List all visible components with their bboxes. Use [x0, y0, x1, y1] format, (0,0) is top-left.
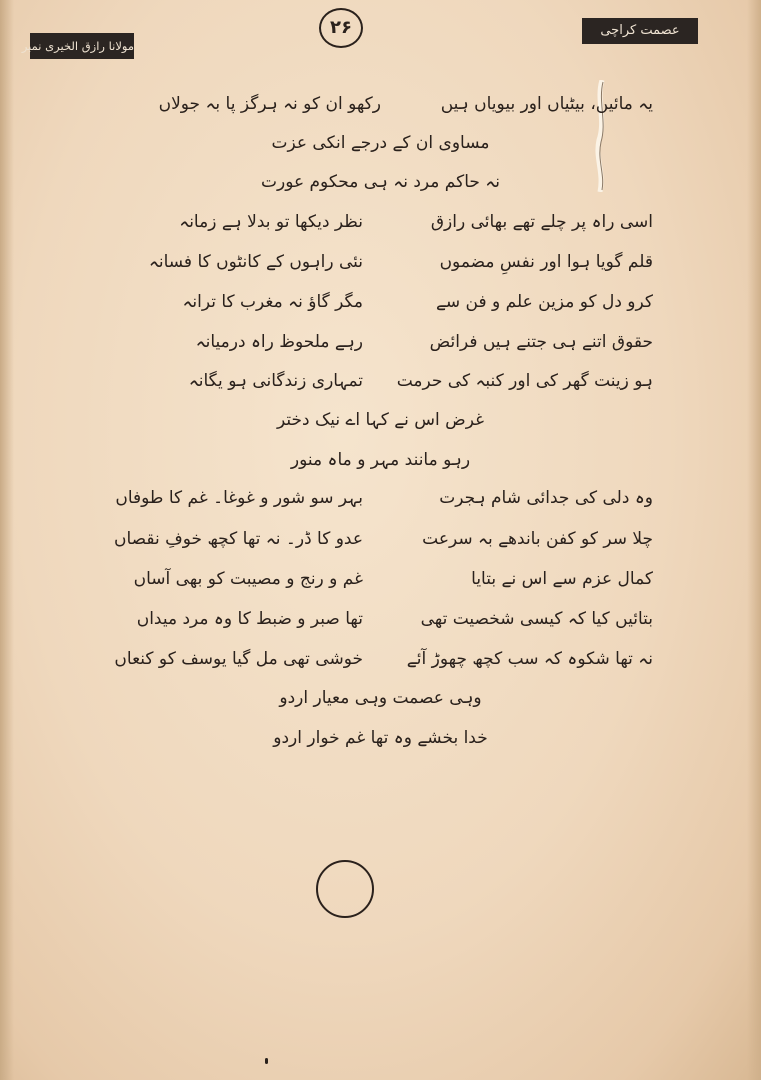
end-mark-circle — [316, 860, 374, 918]
stanza-1-left-line: نظر دیکھا تو بدلا ہے زمانہ — [179, 212, 363, 232]
page-number: ۲۶ — [319, 8, 363, 48]
stanza-2-right-line: وہ دلی کی جدائی شام ہجرت — [439, 488, 653, 508]
refrain-1-line-1: مساوی ان کے درجے انکی عزت — [271, 133, 490, 153]
stanza-2-left-line: غم و رنج و مصیبت کو بھی آساں — [133, 569, 363, 589]
refrain-1-line-2: نہ حاکم مرد نہ ہی محکوم عورت — [260, 172, 500, 192]
closing-line-2: خدا بخشے وہ تھا غم خوار اردو — [273, 728, 488, 748]
ink-dot — [265, 1058, 268, 1064]
stanza-1-left-line: رہے ملحوظ راہ درمیانہ — [195, 332, 363, 352]
stanza-1-left-line: نئی راہوں کے کانٹوں کا فسانہ — [148, 252, 363, 272]
journal-name-label: عصمت کراچی — [582, 18, 698, 44]
stanza-2-left-line: عدو کا ڈر۔ نہ تھا کچھ خوفِ نقصاں — [113, 529, 363, 549]
stanza-2-right-line: نہ تھا شکوہ کہ سب کچھ چھوڑ آئے — [406, 649, 653, 669]
stanza-1-right-line: کرو دل کو مزین علم و فن سے — [435, 292, 653, 312]
refrain-2-line-2: رہو مانند مہر و ماہ منور — [290, 450, 471, 470]
issue-name-label: مولانا رازق الخیری نمبر — [30, 33, 134, 59]
stanza-2-right-line: چلا سر کو کفن باندھے بہ سرعت — [422, 529, 653, 549]
stanza-1-right-line: قلم گویا ہوا اور نفسِ مضموں — [439, 252, 653, 272]
stanza-1-right-line: اسی راہ پر چلے تھے بھائی رازق — [430, 212, 653, 232]
stanza-1-right-line: حقوق اتنے ہی جتنے ہیں فرائض — [429, 332, 653, 352]
stanza-1-left-line: تمہاری زندگانی ہو یگانہ — [188, 371, 363, 391]
refrain-2-line-1: غرض اس نے کہا اے نیک دختر — [277, 410, 484, 430]
stanza-2-right-line: کمال عزم سے اس نے بتایا — [471, 569, 653, 589]
closing-line-1: وہی عصمت وہی معیار اردو — [279, 688, 482, 708]
stanza-2-right-line: بتائیں کیا کہ کیسی شخصیت تھی — [420, 609, 653, 629]
stanza-2-left-line: بہر سو شور و غوغا۔ غم کا طوفاں — [115, 488, 363, 508]
opening-verse-right: یہ مائیں، بیٹیاں اور بیویاں ہیں — [440, 94, 653, 114]
stanza-2-left-line: خوشی تھی مل گیا یوسف کو کنعاں — [114, 649, 363, 669]
stanza-1-right-line: ہو زینت گھر کی اور کنبہ کی حرمت — [396, 371, 653, 391]
stanza-2-left-line: تھا صبر و ضبط کا وہ مرد میداں — [136, 609, 363, 629]
stanza-1-left-line: مگر گاؤ نہ مغرب کا ترانہ — [182, 292, 363, 312]
opening-verse-left: رکھو ان کو نہ ہرگز پا بہ جولاں — [158, 94, 381, 114]
